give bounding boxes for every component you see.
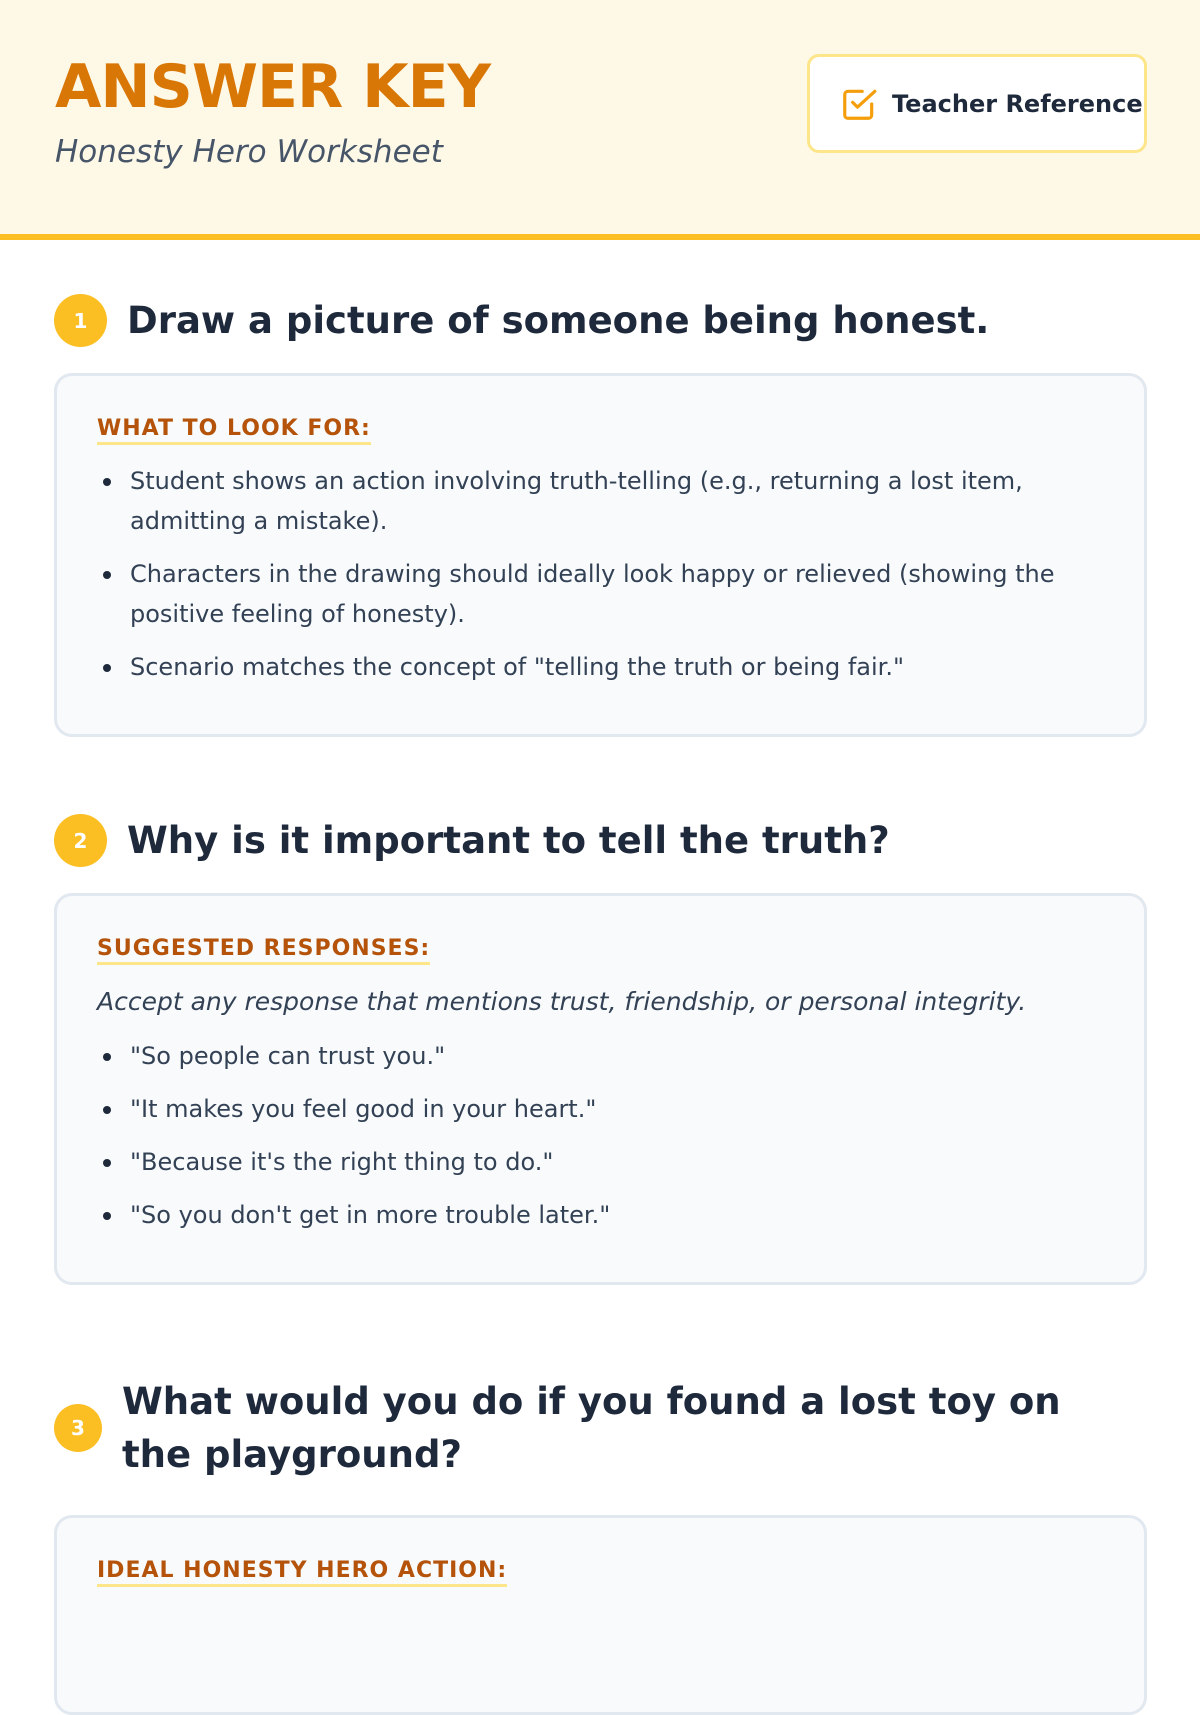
answer-key-header xyxy=(0,0,1200,240)
answer-list xyxy=(97,461,1104,687)
question-number-badge: 2 xyxy=(54,814,107,867)
question-heading xyxy=(54,294,1147,347)
card-note: Accept any response that mentions trust, friendship, or personal integrity. xyxy=(97,987,1027,1016)
list-item: "So you don't get in more trouble later." xyxy=(97,1195,1104,1235)
answer-card xyxy=(54,893,1147,1285)
question-3-section xyxy=(54,1375,1147,1715)
page-subtitle: Honesty Hero Worksheet xyxy=(55,134,443,170)
question-1-section xyxy=(54,294,1147,737)
card-label: IDEAL HONESTY HERO ACTION: xyxy=(97,1558,507,1587)
question-number-badge: 1 xyxy=(54,294,107,347)
list-item: "So people can trust you." xyxy=(97,1036,1104,1076)
question-number-badge: 3 xyxy=(54,1404,102,1452)
answer-card xyxy=(54,1515,1147,1715)
question-text: What would you do if you found a lost toy on the playground? xyxy=(122,1380,1061,1476)
answer-list xyxy=(97,1036,1104,1235)
card-label: SUGGESTED RESPONSES: xyxy=(97,936,430,965)
checkbox-check-icon xyxy=(840,85,878,123)
list-item: "It makes you feel good in your heart." xyxy=(97,1089,1104,1129)
question-heading xyxy=(54,814,1147,867)
list-item: Scenario matches the concept of "telling the truth or being fair." xyxy=(97,647,1104,687)
teacher-reference-badge xyxy=(807,54,1147,153)
list-item: "Because it's the right thing to do." xyxy=(97,1142,1104,1182)
question-2-section xyxy=(54,814,1147,1285)
page-title: ANSWER KEY xyxy=(55,52,491,122)
badge-label: Teacher Reference xyxy=(892,89,1143,118)
question-text: Why is it important to tell the truth? xyxy=(127,819,890,862)
card-label: WHAT TO LOOK FOR: xyxy=(97,416,371,445)
list-item: Student shows an action involving truth-telling (e.g., returning a lost item, admitting a mistake). xyxy=(97,461,1104,541)
question-text: Draw a picture of someone being honest. xyxy=(127,299,990,342)
answer-card xyxy=(54,373,1147,737)
list-item: Characters in the drawing should ideally look happy or relieved (showing the positive feeling of honesty). xyxy=(97,554,1104,634)
question-heading xyxy=(54,1375,1147,1481)
